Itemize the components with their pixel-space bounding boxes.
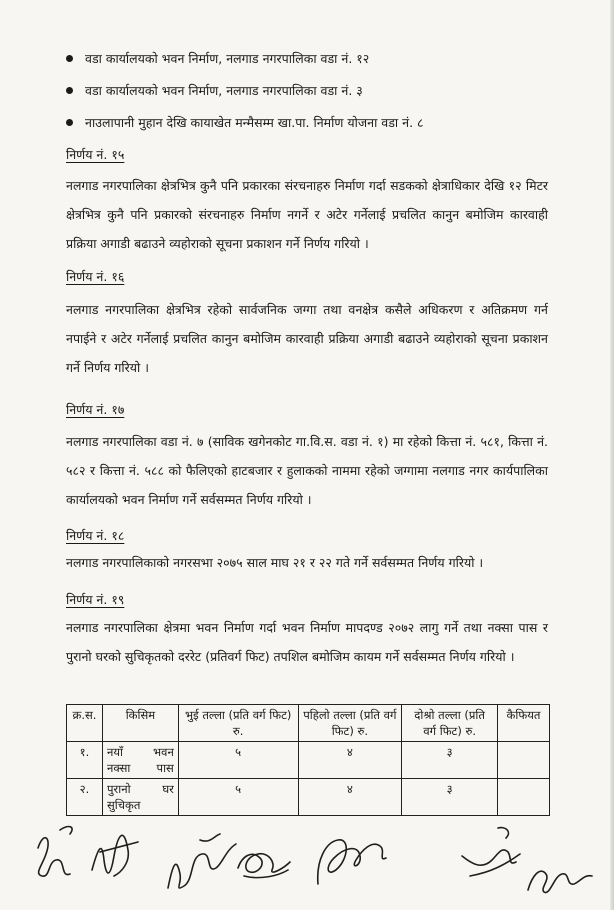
bullet-dot-icon (66, 119, 73, 126)
page-edge (610, 0, 614, 910)
decision-heading: निर्णय नं. १७ (66, 402, 125, 417)
decision-heading: निर्णय नं. १८ (66, 528, 125, 543)
project-bullet-list (66, 42, 586, 138)
table-header-cell: दोश्रो तल्ला (प्रति वर्ग फिट) रु. (402, 705, 498, 742)
bullet-item (66, 106, 586, 138)
signature-6 (462, 828, 520, 876)
signatures-area (0, 800, 614, 910)
table-cell: पुरानो घर सुचिकृत (102, 779, 178, 816)
signature-1 (38, 827, 72, 877)
table-header-cell: भुई तल्ला (प्रति वर्ग फिट) रु. (178, 705, 298, 742)
signature-3 (168, 834, 236, 888)
table-header-cell: किसिम (102, 705, 178, 742)
signature-5 (318, 840, 386, 884)
table-cell: ४ (298, 742, 402, 779)
table-cell: १. (67, 742, 103, 779)
decision-paragraph: नलगाड नगरपालिका वडा नं. ७ (साविक खगेनकोट गा.वि.स. वडा नं. १) मा रहेको कित्ता नं. ५८१, कित्ता नं. ५८२ र कित्ता नं. ५८८ को फैलिएको हाटबजार र हुलाकको नाममा रहेको जग्गामा नलगाड नगर कार्यपालिका कार्यालयको भवन निर्माण गर्ने सर्वसम्मत निर्णय गरियो । (66, 434, 548, 507)
table-header-cell: कैफियत (497, 705, 549, 742)
bullet-text: वडा कार्यालयको भवन निर्माण, नलगाड नगरपालिका वडा नं. ३ (85, 82, 363, 98)
table-cell: ३ (402, 742, 498, 779)
table-cell: ५ (178, 742, 298, 779)
decision-paragraph: नलगाड नगरपालिकाको नगरसभा २०७५ साल माघ २१ र २२ गते गर्ने सर्वसम्मत निर्णय गरियो । (66, 555, 484, 570)
decision-heading: निर्णय नं. १६ (66, 269, 125, 284)
bullet-item (66, 74, 586, 106)
table-cell: ३ (402, 779, 498, 816)
decision-paragraph: नलगाड नगरपालिका क्षेत्रभित्र कुनै पनि प्रकारका संरचनाहरु निर्माण गर्दा सडकको क्षेत्राधिकार देखि १२ मिटर क्षेत्रभित्र कुनै पनि प्रकारको संरचनाहरु निर्माण नगर्ने र अटेर गर्नेलाई प्रचलित कानुन बमोजिम कारवाही प्रक्रिया अगाडी बढाउने व्यहोराको सूचना प्रकाशन गर्ने निर्णय गरियो । (66, 178, 548, 251)
table-header-row (67, 705, 550, 742)
table-row (67, 742, 550, 779)
bullet-text: नाउलापानी मुहान देखि कायाखेत मन्मैसम्म खा.पा. निर्माण योजना वडा नं. ८ (85, 114, 424, 130)
bullet-item (66, 42, 586, 74)
table-cell: २. (67, 779, 103, 816)
signature-2 (92, 835, 138, 876)
bullet-dot-icon (66, 55, 73, 62)
table-cell: ४ (298, 779, 402, 816)
decision-paragraph: नलगाड नगरपालिका क्षेत्रभित्र रहेको सार्वजनिक जग्गा तथा वनक्षेत्र कसैले अधिकरण र अतिक्रमण गर्न नपाईने र अटेर गर्नेलाई प्रचलित कानुन बमोजिम कारवाही प्रक्रिया अगाडी बढाउने व्यहोराको सूचना प्रकाशन गर्ने निर्णय गरियो । (66, 302, 548, 375)
table-cell: ५ (178, 779, 298, 816)
table-header-cell: पहिलो तल्ला (प्रति वर्ग फिट) रु. (298, 705, 402, 742)
table-cell (497, 742, 549, 779)
decision-paragraph: नलगाड नगरपालिका क्षेत्रमा भवन निर्माण गर्दा भवन निर्माण मापदण्ड २०७२ लागु गर्ने तथा नक्सा पास र पुरानो घरको सुचिकृतको दररेट (प्रतिवर्ग फिट) तपशिल बमोजिम कायम गर्ने सर्वसम्मत निर्णय गरियो । (66, 620, 548, 664)
table-cell: नयाँ भवन नक्सा पास (102, 742, 178, 779)
decision-heading: निर्णय नं. १५ (66, 147, 125, 162)
bullet-dot-icon (66, 87, 73, 94)
table-header-cell: क्र.स. (67, 705, 103, 742)
bullet-text: वडा कार्यालयको भवन निर्माण, नलगाड नगरपालिका वडा नं. १२ (85, 50, 370, 66)
signature-4 (238, 854, 290, 878)
decision-heading: निर्णय नं. १९ (66, 592, 125, 607)
signature-7 (528, 871, 592, 892)
